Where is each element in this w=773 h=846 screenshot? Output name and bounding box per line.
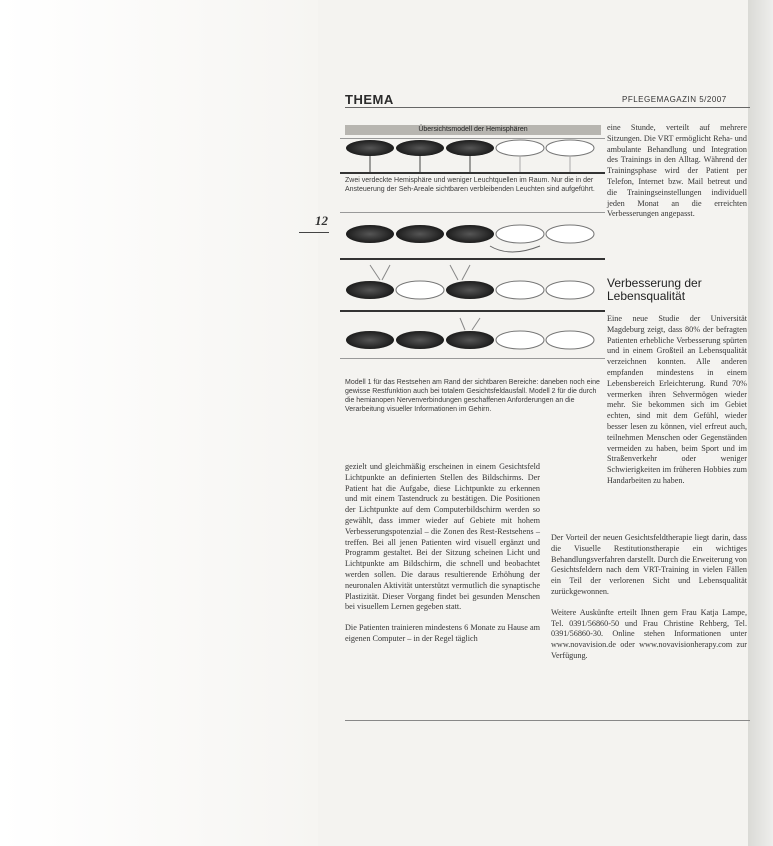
magazine-issue: PFLEGEMAGAZIN 5/2007 [622,95,727,104]
diagram-row-4 [340,318,605,359]
page-number-rule [299,232,329,233]
page-edge [748,0,773,846]
diagram-row-2 [340,212,605,260]
column-left [345,462,540,655]
column-right-top [607,123,747,230]
paragraph: Eine neue Studie der Universität Magdeburg zeigt, dass 80% der befragten Patienten erhebliche Verbesserung spürten und in einem Großteil an Lebensqualität verzeichnen konnten. Alle anderen empfanden mindestens in einem Lebensbereich Erleichterung. Rund 70% vermerken ihren Sehvermögen wieder mehr. Sie bekommen sich im Gebiet echten, sind mit dem Gefühl, wieder besser lesen zu können, viel erfreut auch, teilnehmen Menschen oder Gegenständen vermeiden zu haben, beim Sport und im Straßenverkehr oder weniger Schwierigkeiten im früheren Hobbies zum Handarbeiten zu haben. [607,314,747,485]
page-number: 12 [315,213,328,228]
paragraph: eine Stunde, verteilt auf mehrere Sitzungen. Die VRT ermöglicht Reha- und ambulante Behandlung und Integration des Trainings in den Alltag. Während der Trainingsphase wird der Patient per Telefon, Internet bzw. Mail betreut und die Trainingseinstellungen individuell jeden Monat an die erreichten Verbesserungen angepasst. [607,123,747,219]
hemisphere-diagram [340,130,610,380]
figure-caption-bottom: Modell 1 für das Restsehen am Rand der sichtbaren Bereiche: daneben noch eine gewisse Restfunktion auch bei totalem Gesichtsfeldausfall. Modell 2 für die durch die hemianopen Nervenverbindungen geschaffenen Anforderungen an die Verarbeitung visueller Informationen im Gehirn. [345,379,600,413]
paragraph: Weitere Auskünfte erteilt Ihnen gern Frau Katja Lampe, Tel. 0391/56860-50 und Frau Christine Rehberg, Tel. 0391/56860-30. Online stehen Informationen unter www.novavision.de oder www.novavisionherapy.com zur Verfügung. [551,607,747,660]
section-heading: Verbesserung der Lebensqualität [607,276,702,303]
paragraph: Der Vorteil der neuen Gesichtsfeldtherapie liegt darin, dass die Visuelle Restitutionstherapie ein wichtiges Behandlungsverfahren darstellt. Durch die Erweiterung von Gesichtsfeldern nach dem VRT-Training in vielen Fällen ein Teil der verlorenen Sicht und Lebensqualität zurückgewonnen. [551,533,747,596]
scan-background [0,0,318,846]
paragraph: gezielt und gleichmäßig erscheinen in einem Gesichtsfeld Lichtpunkte an definierten Stellen des Bildschirms. Der Patient hat die Aufgabe, diese Lichtpunkte zu erkennen und mit einem Tastendruck zu bestätigen. Die Positionen der Lichtpunkte auf dem Computerbildschirm werden so gewählt, dass immer wieder auf Gebiete mit hohem Verbesserungspotenzial – die Zonen des Rest-Restsehens – treffen. Bei all jenen Patienten wird visuell ergänzt und Programm gestaltet. Bei der Sitzung scheinen Licht und Lichtpunkte am Bildschirm, die schnell und beobachtet werden sollen. Die daraus resultierende Erhöhung der neuronalen Aktivität unterstützt vermutlich die synaptische Plastizität. Dieser Vorgang findet bei gesunden Menschen bei visuellem Lernen gegeben statt. [345,462,540,612]
figure-caption-top: Zwei verdeckte Hemisphäre und weniger Leuchtquellen im Raum. Nur die in der Ansteuerung der Seh-Areale sichtbaren verbleibenden Leuchten sind aufgeführt. [345,177,595,193]
paragraph: Die Patienten trainieren mindestens 6 Monate zu Hause am eigenen Computer – in der Regel täglich [345,623,540,643]
header-rule [345,107,750,108]
column-bottom-right [551,533,747,672]
column-right-body [607,314,747,497]
diagram-row-3 [340,265,605,312]
section-title: THEMA [345,92,394,107]
figure-title: Übersichtsmodell der Hemisphären [345,125,601,135]
footer-rule [345,720,750,721]
diagram-row-1 [340,138,605,174]
